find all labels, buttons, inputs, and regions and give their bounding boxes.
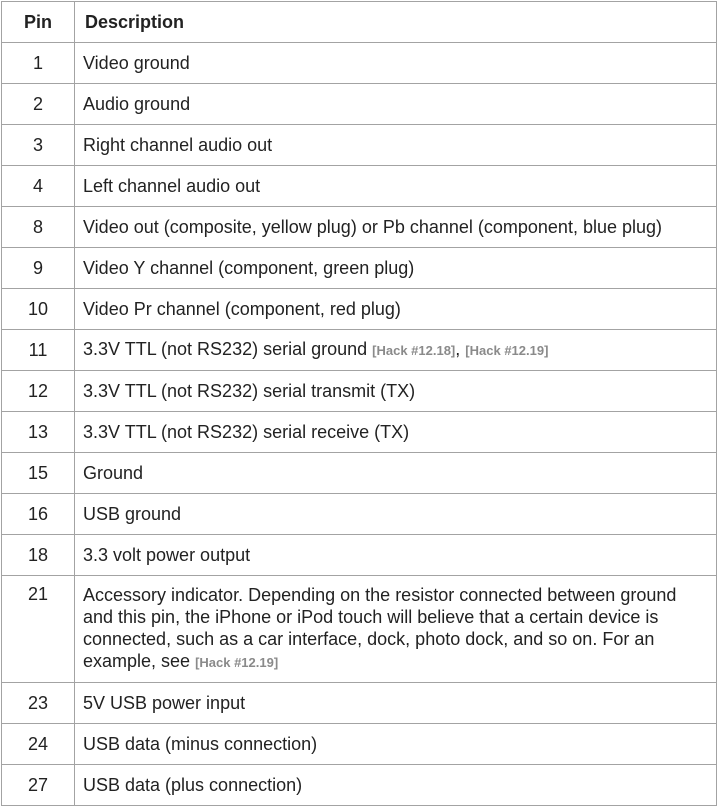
pin-cell: 15 — [2, 453, 75, 494]
pin-cell: 16 — [2, 494, 75, 535]
table-row — [2, 371, 717, 412]
description-cell: 3.3V TTL (not RS232) serial receive (TX) — [75, 412, 717, 453]
description-cell: Video Y channel (component, green plug) — [75, 248, 717, 289]
pin-cell: 8 — [2, 207, 75, 248]
description-cell: 5V USB power input — [75, 683, 717, 724]
header-row — [2, 2, 717, 43]
table-row — [2, 453, 717, 494]
description-cell: Audio ground — [75, 84, 717, 125]
description-cell: Video ground — [75, 43, 717, 84]
pin-cell: 11 — [2, 330, 75, 371]
description-cell: USB data (plus connection) — [75, 765, 717, 806]
table-row — [2, 43, 717, 84]
pin-cell: 2 — [2, 84, 75, 125]
table-row — [2, 248, 717, 289]
pin-cell: 18 — [2, 535, 75, 576]
pin-cell: 10 — [2, 289, 75, 330]
description-cell: USB data (minus connection) — [75, 724, 717, 765]
table-row — [2, 84, 717, 125]
hack-reference-link[interactable]: [Hack #12.19] — [195, 655, 279, 670]
reference-separator: , — [455, 339, 466, 359]
description-text: 3.3V TTL (not RS232) serial ground — [83, 339, 373, 359]
table-row — [2, 576, 717, 683]
description-cell: Video out (composite, yellow plug) or Pb channel (component, blue plug) — [75, 207, 717, 248]
pin-column-header: Pin — [2, 2, 75, 43]
table-row — [2, 412, 717, 453]
pin-cell: 23 — [2, 683, 75, 724]
description-cell: Video Pr channel (component, red plug) — [75, 289, 717, 330]
description-cell: 3.3V TTL (not RS232) serial transmit (TX) — [75, 371, 717, 412]
pin-cell: 24 — [2, 724, 75, 765]
pin-cell: 1 — [2, 43, 75, 84]
pin-cell: 27 — [2, 765, 75, 806]
hack-reference-link[interactable]: [Hack #12.19] — [465, 343, 549, 358]
description-text: Accessory indicator. Depending on the resistor connected between ground and this pin, the iPhone or iPod touch will believe that a certain device is connected, such as a car interface, dock, photo dock, and so on. For an example, see — [83, 585, 677, 671]
description-cell — [75, 330, 717, 371]
table-row — [2, 494, 717, 535]
table-row — [2, 765, 717, 806]
description-cell: USB ground — [75, 494, 717, 535]
table-row — [2, 166, 717, 207]
description-cell: 3.3 volt power output — [75, 535, 717, 576]
pin-cell: 13 — [2, 412, 75, 453]
pin-table — [1, 1, 717, 806]
hack-reference-link[interactable]: [Hack #12.18] — [372, 343, 456, 358]
pin-cell: 9 — [2, 248, 75, 289]
pin-cell: 4 — [2, 166, 75, 207]
table-row — [2, 724, 717, 765]
pin-table-container — [1, 1, 716, 806]
table-row — [2, 289, 717, 330]
table-row — [2, 125, 717, 166]
table-row — [2, 207, 717, 248]
table-row — [2, 683, 717, 724]
pin-cell: 12 — [2, 371, 75, 412]
description-cell — [75, 576, 717, 683]
description-column-header: Description — [75, 2, 717, 43]
pin-cell: 3 — [2, 125, 75, 166]
description-cell: Ground — [75, 453, 717, 494]
description-cell: Left channel audio out — [75, 166, 717, 207]
table-row — [2, 535, 717, 576]
description-cell: Right channel audio out — [75, 125, 717, 166]
table-row — [2, 330, 717, 371]
pin-cell: 21 — [2, 576, 75, 683]
